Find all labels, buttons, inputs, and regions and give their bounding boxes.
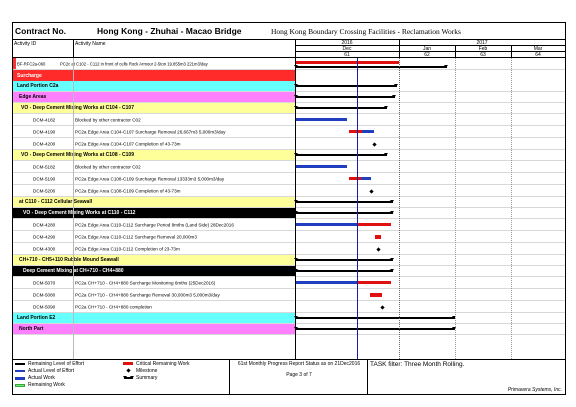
section-label: Land Portion E2 [17,315,56,321]
activity-name: PC2a Edge Area C110-C112 Surcharge Period 8mths (Land Side) 28Dec2016 [75,222,234,227]
section-label: VO - Deep Cement Mixing Works at C108 - C109 [21,152,134,158]
section-label: Deep Cement Mixing at CH+710 - CH4+880 [23,268,124,274]
section-row[interactable] [13,208,565,219]
activity-id: BF-RFC2a-060 [17,61,46,66]
month-jan: Jan [422,46,432,52]
legend-remaining-level: Remaining Level of Effort [28,361,85,367]
critical-remaining-bar [349,130,362,133]
actual-work-bar [362,130,374,133]
summary-bar [295,270,393,272]
report-header [13,23,565,40]
table-row[interactable] [13,185,565,197]
week-62: 62 [424,52,430,58]
table-row[interactable] [13,114,565,126]
actual-work-bar [295,223,357,226]
table-row[interactable] [13,243,565,255]
critical-remaining-bar [375,235,381,239]
activity-name: PC2a Edge Area C104-C107 Completion of 43-73m [75,141,181,146]
table-row[interactable] [13,219,565,231]
vendor-credit: Primavera Systems, Inc. [507,387,562,393]
data-date-line [357,58,358,359]
column-header [13,40,565,58]
week-64: 64 [535,52,541,58]
week-61: 61 [344,52,350,58]
activity-id: DCM-4280 [33,222,56,227]
activity-name: PC2a Edge Area C104-C107 Surcharge Removal 26,667m3 5,000m3/day [75,129,226,134]
section-row[interactable] [13,103,565,114]
activity-name: PC2c at C102 - C112 in front of cells Rock Armour 2-5ton 19,855m3 221m3/day [60,61,208,66]
section-label: VO - Deep Cement Mixing Works at C104 - C107 [21,105,134,111]
section-row[interactable] [13,255,565,266]
summary-bar [295,85,397,87]
activity-id: DCM-4190 [33,129,56,134]
activity-id-header[interactable]: Activity ID [14,41,37,47]
critical-remaining-bar [349,177,361,180]
table-row[interactable] [13,161,565,173]
table-row[interactable] [13,277,565,289]
table-row[interactable] [13,138,565,150]
summary-bar [295,107,387,109]
milestone-marker [369,189,373,193]
activity-name-header[interactable]: Activity Name [75,41,106,47]
activity-name: PC2a CH+710 - CH4+880 completion [75,304,152,309]
activity-name: PC2a Edge Area C110-C112 Completion of 23-73m [75,246,180,251]
project-title: Hong Kong - Zhuhai - Macao Bridge [97,26,242,36]
critical-remaining-bar [357,281,391,284]
activity-id: DCM-4200 [33,141,56,146]
legend-panel [13,359,565,395]
activity-id: DCM-5080 [33,292,56,297]
legend-summary-icon [124,377,133,379]
table-row[interactable] [13,289,565,301]
summary-bar [295,212,393,214]
section-label: VO - Deep Cement Mixing Works at C110 - C112 [23,210,136,216]
table-row[interactable] [13,126,565,138]
milestone-marker [372,142,376,146]
milestone-marker [380,305,384,309]
summary-bar [295,317,455,319]
critical-remaining-bar [295,61,399,64]
actual-work-bar [361,177,371,180]
activity-id: DCM-5190 [33,176,56,181]
section-label: Edge Areas [19,94,47,100]
section-label: at C110 - C112 Cellular Seawall [19,199,93,205]
activity-name: PC2a Edge Area C108-C109 Completion of 43-73m [75,188,181,193]
section-row[interactable] [13,92,565,103]
month-mar: Mar [533,46,543,52]
activity-id: DCM-5090 [33,304,56,309]
gantt-sheet [12,22,566,395]
report-status: 61st Monthly Progress Report Status as on 21Dec2016 [237,361,361,367]
activity-name: Blocked by other contractor C02 [75,117,141,122]
contract-label: Contract No. [15,26,66,36]
activity-name: PC2a Edge Area C108-C109 Surcharge Removal 13333m3 5,000m3/day [75,176,225,181]
month-feb: Feb [478,46,488,52]
legend-milestone: Milestone [136,368,158,374]
section-label: Surcharge [17,72,42,79]
section-label: CH+710 - CH5+110 Rubble Mound Seawall [19,257,119,263]
year-2017: 2017 [476,40,488,46]
legend-critical-remaining: Critical Remaining Work [136,361,190,367]
summary-bar [295,328,455,330]
table-row[interactable] [13,301,565,313]
table-row[interactable] [13,173,565,185]
activity-name: PC2a CH+710 - CH4+880 Surcharge Monitoring 6mths (25Dec2016) [75,280,216,285]
year-2016: 2016 [341,40,353,46]
legend-actual-work: Actual Work [28,375,55,381]
summary-bar [295,201,393,203]
section-row[interactable] [13,70,565,81]
section-row[interactable] [13,150,565,161]
section-row[interactable] [13,313,565,324]
legend-milestone-icon [126,368,130,372]
actual-work-bar [295,165,347,168]
activity-id: DCM-4300 [33,246,56,251]
section-row[interactable] [13,266,565,277]
activity-id: DCM-5070 [33,280,56,285]
activity-name: Blocked by other contractor C02 [75,164,141,169]
critical-remaining-bar [357,223,391,226]
actual-work-bar [295,281,357,284]
section-row[interactable] [13,81,565,92]
table-row[interactable] [13,231,565,243]
month-dec: Dec [342,46,352,52]
summary-bar [295,259,393,261]
activity-id: DCM-4182 [33,117,56,122]
task-filter: TASK filter: Three Month Rolling. [370,361,465,368]
legend-actual-level: Actual Level of Effort [28,368,75,374]
activity-name: PC2a Edge Area C110-C112 Surcharge Removal 20,000m3 [75,234,197,239]
summary-bar [295,154,387,156]
summary-bar [295,96,395,98]
page-number: Page 3 of 7 [286,372,312,378]
summary-bar [295,66,447,68]
section-row[interactable] [13,324,565,335]
week-63: 63 [480,52,486,58]
activity-id: DCM-5200 [33,188,56,193]
activity-id: DCM-4290 [33,234,56,239]
critical-remaining-bar [370,293,382,297]
section-row[interactable] [13,197,565,208]
activity-name: PC2a CH+710 - CH4+880 Surcharge Removal 30,000m3 5,000m3/day [75,292,220,297]
legend-summary: Summary [136,375,158,381]
table-row[interactable] [13,58,565,70]
facility-title: Hong Kong Boundary Crossing Facilities - Reclamation Works [271,27,461,36]
actual-work-bar [295,118,347,121]
section-label: Land Portion C2a [17,83,59,89]
milestone-marker [376,247,380,251]
activity-id: DCM-5182 [33,164,56,169]
legend-remaining-work: Remaining Work [28,382,65,388]
section-label: North Part [19,326,44,332]
